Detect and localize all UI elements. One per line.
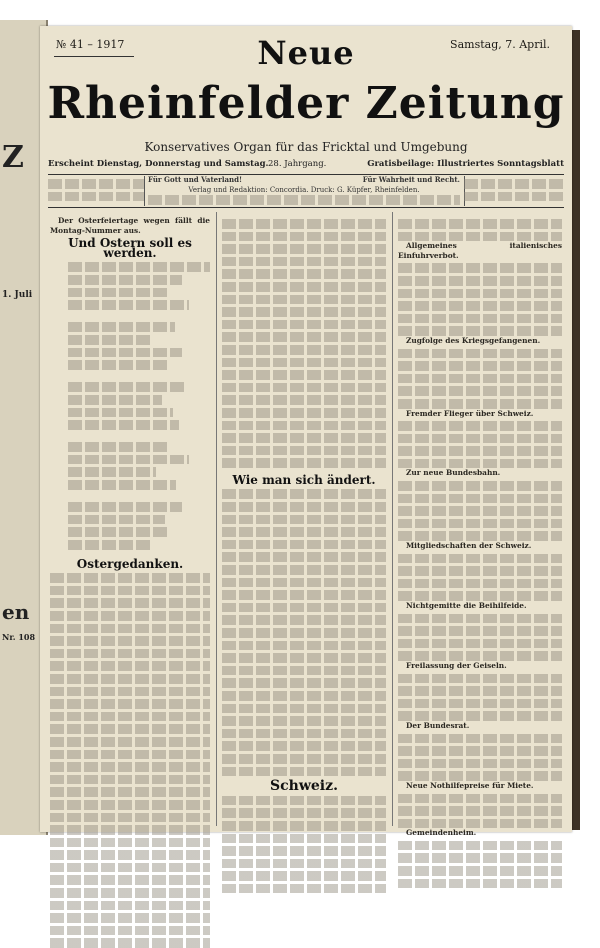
schedule-row [48,159,564,175]
motto-left: Für Gott und Vaterland! [148,175,243,184]
info-bar [48,176,564,206]
item-label: Nichtgemitte die Beihilfeide. [406,601,527,610]
column-2-body-top [222,219,386,468]
item-label: Der Bundesrat. [406,720,470,730]
headline-thoughts: Ostergedanken. [76,556,184,571]
publisher-box [144,176,465,206]
item-label: Zur neue Bundesbahn. [406,468,501,478]
masthead [40,26,572,196]
item-label: Zugfolge des Kriegsgefangenen. [406,335,541,345]
headline-easter: Und Ostern soll es werden. [68,236,192,260]
headline-swiss: Schweiz. [270,778,338,795]
edge-fragment: en [2,600,30,624]
item-label: Freilassung der Geiseln. [406,660,507,670]
issue-number: № 41 – 1917 [56,38,125,51]
newspaper-page [40,26,572,838]
column-3 [398,216,562,838]
issue-date: Samstag, 7. April. [450,38,550,51]
column-1 [50,216,210,826]
schedule: Erscheint Dienstag, Donnerstag und Samstag. [48,159,269,169]
item-label: Mitgliedschaften der Schweiz. [406,541,532,551]
ads-box [464,176,564,206]
title-line1: Neue [257,34,355,72]
publisher-line: Verlag und Redaktion: Concordia. Druck: G. Küpfer, Rheinfelden. [188,186,420,194]
where-body [222,489,386,776]
year: 28. Jahrgang. [268,159,327,169]
thoughts-body [50,573,210,948]
item-label: Allgemeines italienisches Einfuhrverbot. [398,241,562,260]
subtitle: Konservatives Organ für das Fricktal und Umgebung [144,140,468,154]
item-label: Gemeindenheim. [406,828,477,838]
easter-poem [68,262,210,549]
supplement: Gratisbeilage: Illustriertes Sonntagsblatt [367,159,564,169]
notice: Der Osterfeiertage wegen fällt die Montag-Nummer aus. [50,216,210,235]
column-2 [222,216,386,826]
edge-date: 1. Juli [2,290,33,300]
title-line2: Rheinfelder Zeitung [47,78,565,129]
motto-right: Für Wahrheit und Recht. [362,175,460,184]
edge-letter: Z [2,140,24,175]
edge-number: Nr. 108 [2,632,36,642]
item-label: Fremder Flieger über Schweiz. [406,408,534,418]
swiss-body [222,796,386,894]
headline-where: Wie man sich ändert. [232,472,376,487]
subscription-box [48,176,145,206]
item-label: Neue Nothilfepreise für Miete. [406,780,534,790]
